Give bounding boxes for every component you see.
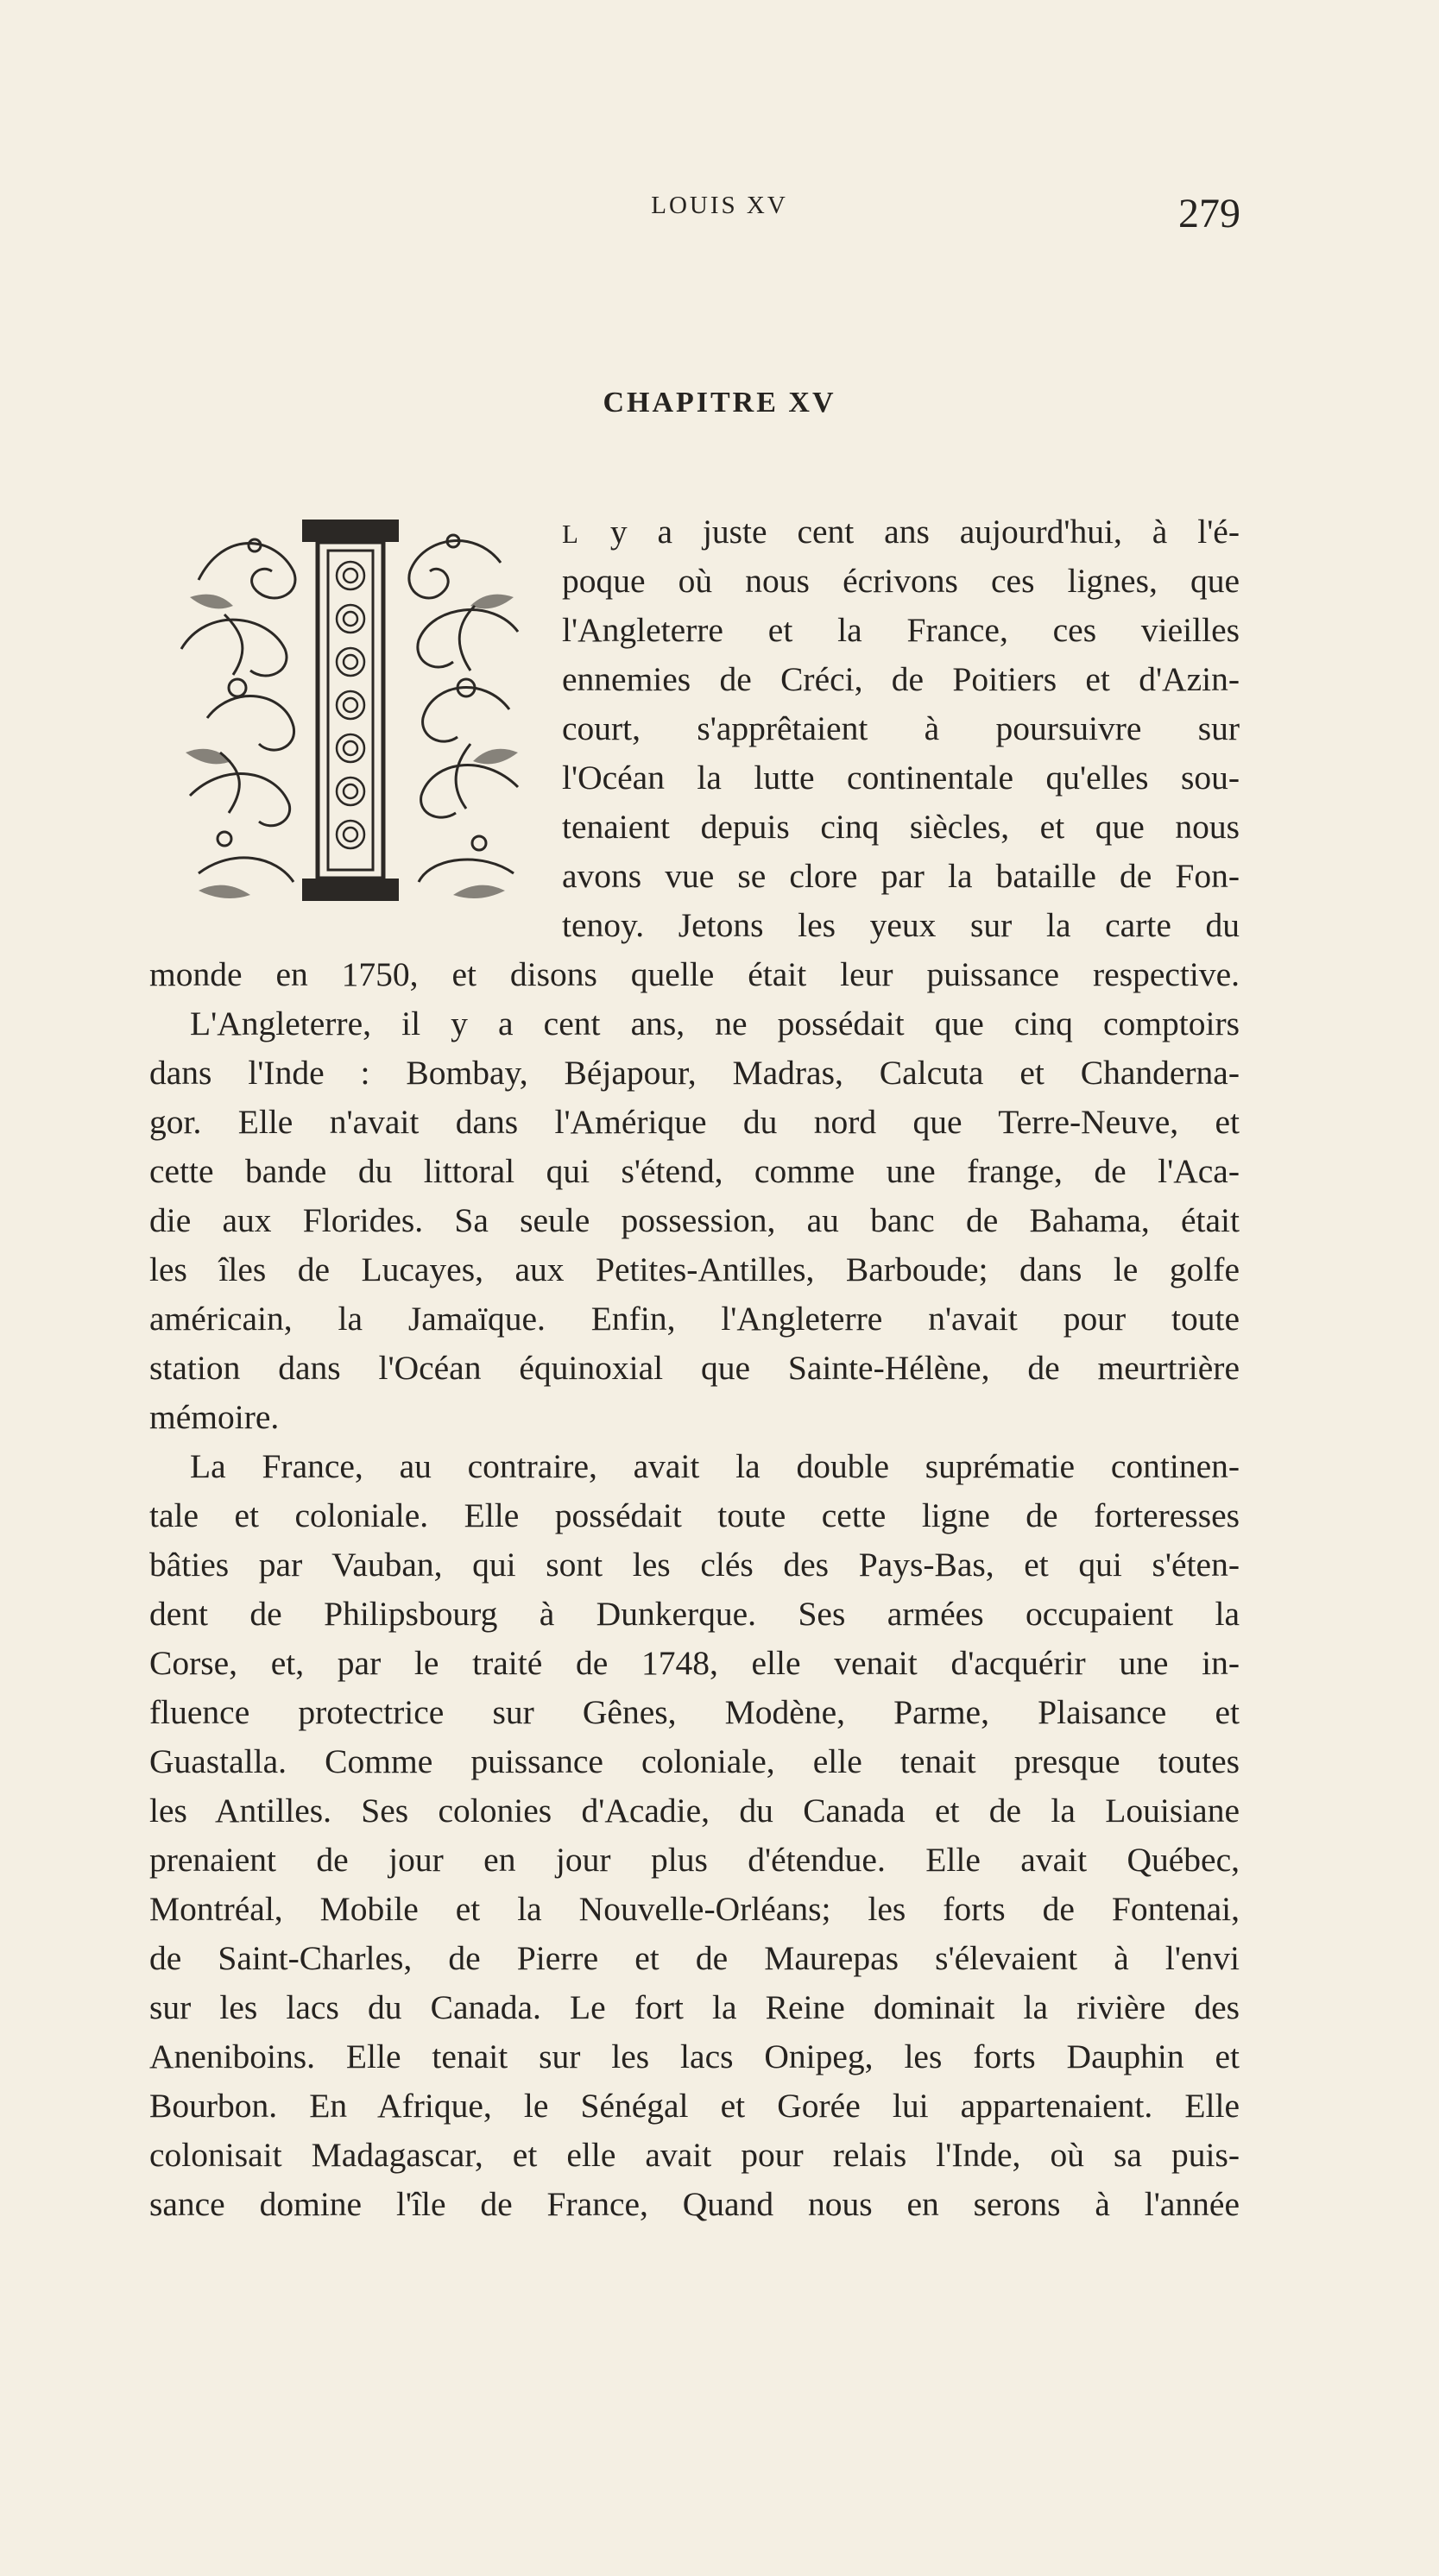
text-line-7: tenaient depuis cinq siècles, et que nous [562, 808, 1240, 846]
text-line-24: Corse, et, par le traité de 1748, elle venait d'acquérir une in- [149, 1644, 1240, 1682]
text-line-32: Aneniboins. Elle tenait sur les lacs Onipeg, les forts Dauphin et [149, 2037, 1240, 2075]
text-line-12: dans l'Inde : Bombay, Béjapour, Madras, Calcuta et Chanderna- [149, 1054, 1240, 1092]
text-line-20: La France, au contraire, avait la double suprématie continen- [190, 1447, 1240, 1485]
text-line-21: tale et coloniale. Elle possédait toute cette ligne de forteresses [149, 1496, 1240, 1534]
text-line-1 [562, 511, 1240, 555]
text-line-8: avons vue se clore par la bataille de Fon- [562, 857, 1240, 895]
chapter-title: CHAPITRE XV [603, 387, 836, 419]
text-line-17: américain, la Jamaïque. Enfin, l'Angleterre n'avait pour toute [149, 1300, 1240, 1338]
text-line-15: die aux Florides. Sa seule possession, au banc de Bahama, était [149, 1201, 1240, 1239]
text-line-3: l'Angleterre et la France, ces vieilles [562, 611, 1240, 649]
text-line-28: prenaient de jour en jour plus d'étendue. Elle avait Québec, [149, 1841, 1240, 1879]
text-line-34: colonisait Madagascar, et elle avait pour relais l'Inde, où sa puis- [149, 2136, 1240, 2174]
text-line-16: les îles de Lucayes, aux Petites-Antilles, Barboude; dans le golfe [149, 1250, 1240, 1288]
text-line-4: ennemies de Créci, de Poitiers et d'Azin- [562, 660, 1240, 698]
text-line-22: bâties par Vauban, qui sont les clés des Pays-Bas, et qui s'éten- [149, 1546, 1240, 1584]
drop-cap-continuation: L [562, 519, 580, 549]
line-text: y a juste cent ans aujourd'hui, à l'é- [579, 513, 1240, 551]
text-line-2: poque où nous écrivons ces lignes, que [562, 562, 1240, 600]
text-line-30: de Saint-Charles, de Pierre et de Maurepas s'élevaient à l'envi [149, 1939, 1240, 1977]
text-line-11: L'Angleterre, il y a cent ans, ne possédait que cinq comptoirs [190, 1005, 1240, 1042]
text-line-23: dent de Philipsbourg à Dunkerque. Ses armées occupaient la [149, 1595, 1240, 1633]
text-line-10: monde en 1750, et disons quelle était leur puissance respective. [149, 955, 1240, 993]
text-line-18: station dans l'Océan équinoxial que Sainte-Hélène, de meurtrière [149, 1349, 1240, 1387]
text-line-19: mémoire. [149, 1398, 280, 1436]
text-line-26: Guastalla. Comme puissance coloniale, elle tenait presque toutes [149, 1742, 1240, 1780]
text-line-25: fluence protectrice sur Gênes, Modène, Parme, Plaisance et [149, 1693, 1240, 1731]
text-line-35: sance domine l'île de France, Quand nous en serons à l'année [149, 2185, 1240, 2223]
running-title: LOUIS XV [651, 192, 788, 219]
text-line-31: sur les lacs du Canada. Le fort la Reine dominait la rivière des [149, 1988, 1240, 2026]
text-line-27: les Antilles. Ses colonies d'Acadie, du Canada et de la Louisiane [149, 1792, 1240, 1830]
text-line-14: cette bande du littoral qui s'étend, comme une frange, de l'Aca- [149, 1152, 1240, 1190]
text-line-13: gor. Elle n'avait dans l'Amérique du nord que Terre-Neuve, et [149, 1103, 1240, 1141]
text-line-9: tenoy. Jetons les yeux sur la carte du [562, 906, 1240, 944]
text-line-5: court, s'apprêtaient à poursuivre sur [562, 709, 1240, 747]
text-line-29: Montréal, Mobile et la Nouvelle-Orléans; les forts de Fontenai, [149, 1890, 1240, 1928]
text-line-33: Bourbon. En Afrique, le Sénégal et Gorée lui appartenaient. Elle [149, 2087, 1240, 2125]
ornamental-drop-cap [173, 511, 528, 911]
page-number: 279 [1178, 191, 1240, 236]
text-line-6: l'Océan la lutte continentale qu'elles sou- [562, 759, 1240, 797]
